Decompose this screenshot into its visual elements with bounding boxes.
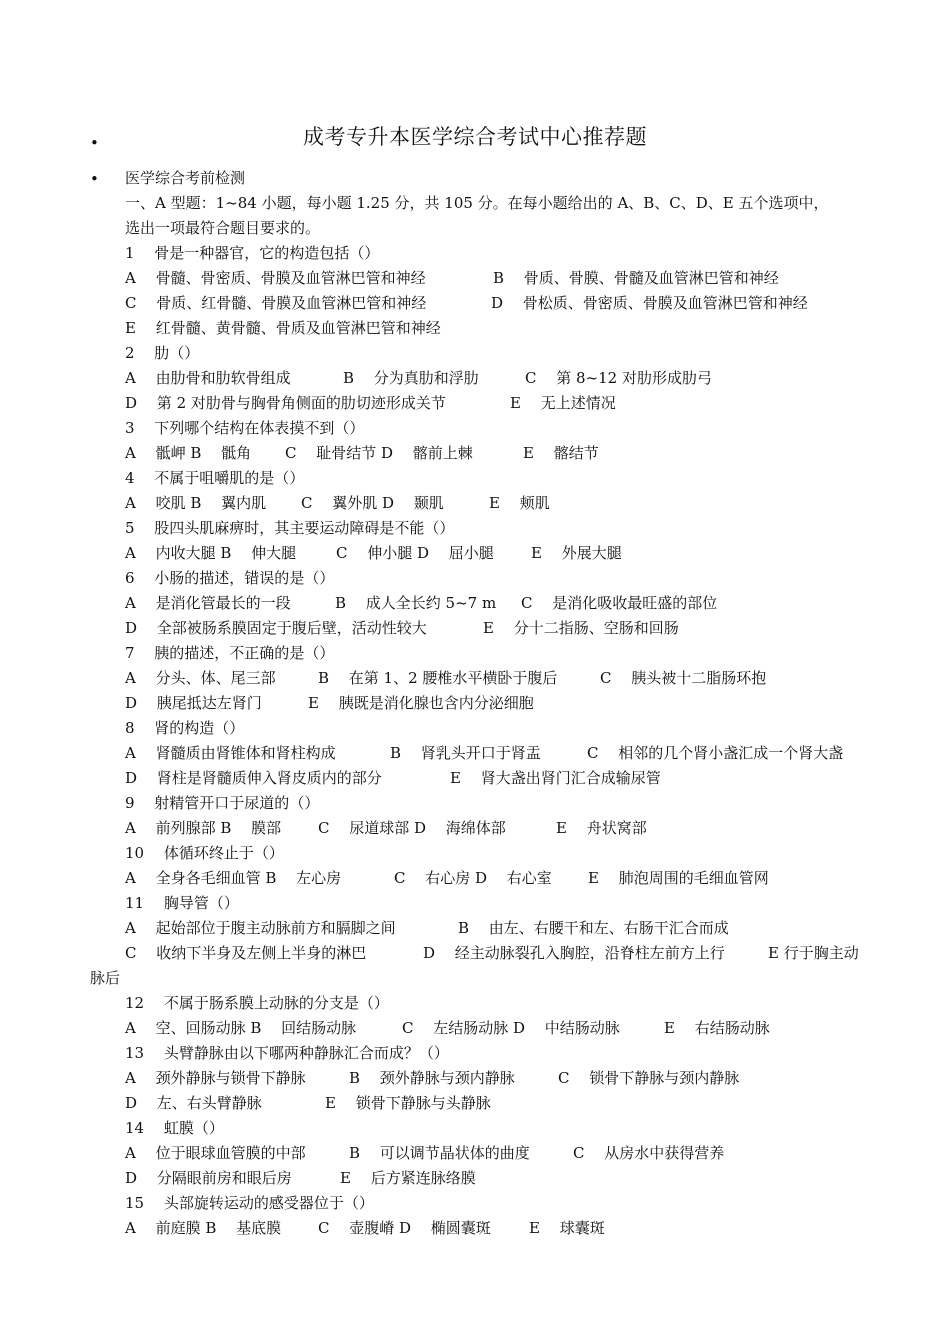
option-a: A 分头、体、尾三部 bbox=[125, 669, 276, 687]
option-b: B 成人全长约 5~7 m bbox=[335, 594, 497, 612]
option-cd: C 壶腹嵴 D 椭圆囊斑 bbox=[318, 1219, 491, 1237]
option-cd: C 右心房 D 右心室 bbox=[394, 869, 552, 887]
question-1-option-e: E 红骨髓、黄骨髓、骨质及血管淋巴管和神经 bbox=[125, 319, 441, 337]
option-e: E 舟状窝部 bbox=[556, 819, 647, 837]
question-13-stem: 13 头臂静脉由以下哪两种静脉汇合而成？（） bbox=[125, 1044, 449, 1062]
question-8-stem: 8 肾的构造（） bbox=[125, 719, 245, 737]
option-cd: C 翼外肌 D 颞肌 bbox=[301, 494, 444, 512]
question-5-stem: 5 股四头肌麻痹时，其主要运动障碍是不能（） bbox=[125, 519, 455, 537]
option-c: C 收纳下半身及左侧上半身的淋巴 bbox=[125, 944, 367, 962]
option-e: E 无上述情况 bbox=[510, 394, 616, 412]
section-subtitle: 医学综合考前检测 bbox=[125, 169, 246, 187]
option-b: B 骨质、骨膜、骨髓及血管淋巴管和神经 bbox=[493, 269, 779, 287]
option-e: E 右结肠动脉 bbox=[664, 1019, 770, 1037]
title-bullet: • bbox=[90, 134, 99, 152]
option-e: E 颊肌 bbox=[489, 494, 550, 512]
option-d: D 骨松质、骨密质、骨膜及血管淋巴管和神经 bbox=[491, 294, 808, 312]
option-b: B 由左、右腰干和左、右肠干汇合而成 bbox=[458, 919, 729, 937]
option-e: E 外展大腿 bbox=[531, 544, 622, 562]
question-6-stem: 6 小肠的描述，错误的是（） bbox=[125, 569, 335, 587]
option-a: A 是消化管最长的一段 bbox=[125, 594, 291, 612]
option-d: D 胰尾抵达左肾门 bbox=[125, 694, 262, 712]
intro-line-1: 一、A 型题：1~84 小题，每小题 1.25 分，共 105 分。在每小题给出的 A、B、C、D、E 五个选项中， bbox=[125, 194, 829, 212]
option-ab: A 内收大腿 B 伸大腿 bbox=[125, 544, 297, 562]
option-c: C 从房水中获得营养 bbox=[573, 1144, 725, 1162]
question-1-stem: 1 骨是一种器官，它的构造包括（） bbox=[125, 244, 380, 262]
option-d: D 经主动脉裂孔入胸腔，沿脊柱左前方上行 bbox=[423, 944, 725, 962]
option-a: A 位于眼球血管膜的中部 bbox=[125, 1144, 306, 1162]
question-11-stem: 11 胸导管（） bbox=[125, 894, 239, 912]
question-9-stem: 9 射精管开口于尿道的（） bbox=[125, 794, 320, 812]
option-b: B 可以调节晶状体的曲度 bbox=[349, 1144, 530, 1162]
option-e: E 球囊斑 bbox=[529, 1219, 605, 1237]
option-b: B 肾乳头开口于肾盂 bbox=[390, 744, 541, 762]
option-c: C 胰头被十二脂肠环抱 bbox=[600, 669, 767, 687]
question-15-stem: 15 头部旋转运动的感受器位于（） bbox=[125, 1194, 374, 1212]
option-c: C 是消化吸收最旺盛的部位 bbox=[521, 594, 718, 612]
option-a: A 骨髓、骨密质、骨膜及血管淋巴管和神经 bbox=[125, 269, 426, 287]
option-e: E 锁骨下静脉与头静脉 bbox=[325, 1094, 491, 1112]
option-c: C 相邻的几个肾小盏汇成一个肾大盏 bbox=[587, 744, 844, 762]
option-e: E 髂结节 bbox=[523, 444, 599, 462]
option-b: B 分为真肋和浮肋 bbox=[343, 369, 479, 387]
option-cd: C 耻骨结节 D 髂前上棘 bbox=[285, 444, 473, 462]
option-e: E 分十二指肠、空肠和回肠 bbox=[483, 619, 679, 637]
option-a: A 颈外静脉与锁骨下静脉 bbox=[125, 1069, 306, 1087]
option-b: B 在第 1、2 腰椎水平横卧于腹后 bbox=[318, 669, 558, 687]
option-cd: C 伸小腿 D 屈小腿 bbox=[336, 544, 494, 562]
option-ab: A 前庭膜 B 基底膜 bbox=[125, 1219, 282, 1237]
option-ab: A 全身各毛细血管 B 左心房 bbox=[125, 869, 342, 887]
option-cd: C 左结肠动脉 D 中结肠动脉 bbox=[402, 1019, 620, 1037]
option-c: C 骨质、红骨髓、骨膜及血管淋巴管和神经 bbox=[125, 294, 427, 312]
option-ab: A 骶岬 B 骶角 bbox=[125, 444, 252, 462]
option-d: D 第 2 对肋骨与胸骨角侧面的肋切迹形成关节 bbox=[125, 394, 446, 412]
option-ab: A 前列腺部 B 膜部 bbox=[125, 819, 282, 837]
question-10-stem: 10 体循环终止于（） bbox=[125, 844, 284, 862]
subtitle-bullet: • bbox=[90, 170, 99, 188]
page-title: 成考专升本医学综合考试中心推荐题 bbox=[303, 125, 647, 149]
question-2-stem: 2 肋（） bbox=[125, 344, 200, 362]
option-a: A 起始部位于腹主动脉前方和膈脚之间 bbox=[125, 919, 396, 937]
question-7-stem: 7 胰的描述，不正确的是（） bbox=[125, 644, 335, 662]
option-e: E 肺泡周围的毛细血管网 bbox=[588, 869, 769, 887]
option-ab: A 空、回肠动脉 B 回结肠动脉 bbox=[125, 1019, 357, 1037]
option-cd: C 尿道球部 D 海绵体部 bbox=[318, 819, 506, 837]
question-14-stem: 14 虹膜（） bbox=[125, 1119, 224, 1137]
option-a: A 肾髓质由肾锥体和肾柱构成 bbox=[125, 744, 336, 762]
option-e: E 后方紧连脉络膜 bbox=[340, 1169, 476, 1187]
option-e: E 肾大盏出肾门汇合成输尿管 bbox=[450, 769, 661, 787]
option-d: D 分隔眼前房和眼后房 bbox=[125, 1169, 292, 1187]
question-12-stem: 12 不属于肠系膜上动脉的分支是（） bbox=[125, 994, 389, 1012]
option-c: C 第 8~12 对肋形成肋弓 bbox=[525, 369, 712, 387]
option-d: D 左、右头臂静脉 bbox=[125, 1094, 262, 1112]
option-e: E 行于胸主动 bbox=[768, 944, 859, 962]
option-ab: A 咬肌 B 翼内肌 bbox=[125, 494, 267, 512]
option-e: E 胰既是消化腺也含内分泌细胞 bbox=[308, 694, 534, 712]
option-b: B 颈外静脉与颈内静脉 bbox=[349, 1069, 515, 1087]
option-e-continuation: 脉后 bbox=[90, 969, 121, 987]
option-c: C 锁骨下静脉与颈内静脉 bbox=[558, 1069, 740, 1087]
option-a: A 由肋骨和肋软骨组成 bbox=[125, 369, 291, 387]
intro-line-2: 选出一项最符合题目要求的。 bbox=[125, 219, 321, 237]
option-d: D 全部被肠系膜固定于腹后壁，活动性较大 bbox=[125, 619, 427, 637]
option-d: D 肾柱是肾髓质伸入肾皮质内的部分 bbox=[125, 769, 382, 787]
question-4-stem: 4 不属于咀嚼肌的是（） bbox=[125, 469, 305, 487]
question-3-stem: 3 下列哪个结构在体表摸不到（） bbox=[125, 419, 365, 437]
